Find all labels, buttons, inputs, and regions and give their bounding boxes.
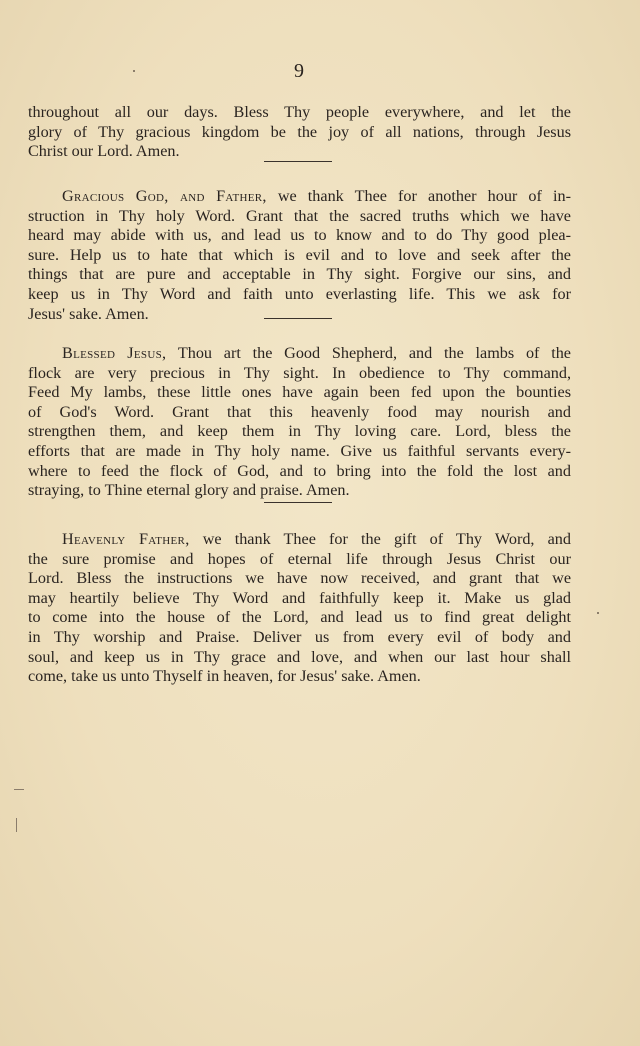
text-line [28, 344, 571, 364]
prayer-paragraph-1 [28, 103, 571, 162]
prayer-paragraph-3 [28, 344, 571, 501]
text-line: straying, to Thine eternal glory and praise. Amen. [28, 481, 350, 500]
text-line: Christ our Lord. Amen. [28, 142, 180, 161]
text-line: throughout all our days. Bless Thy people everywhere, and let the [28, 103, 571, 121]
text-line: of God's Word. Grant that this heavenly food may nourish and [28, 402, 571, 421]
text-line: may heartily believe Thy Word and faithfully keep it. Make us glad [28, 588, 571, 607]
text-line [28, 187, 571, 207]
text-line: things that are pure and acceptable in Thy sight. Forgive our sins, and [28, 265, 571, 284]
text-segment: we thank Thee for another hour of in- [266, 187, 571, 205]
margin-mark [14, 789, 24, 790]
text-line [28, 530, 571, 550]
text-line: in Thy worship and Praise. Deliver us from every evil of body and [28, 627, 571, 646]
text-line: strengthen them, and keep them in Thy loving care. Lord, bless the [28, 422, 571, 441]
scan-speck [597, 612, 599, 614]
margin-mark [16, 818, 17, 832]
text-line: sure. Help us to hate that which is evil and to love and seek after the [28, 245, 571, 264]
section-divider [264, 318, 332, 319]
text-line: Feed My lambs, these little ones have again been fed upon the bounties [28, 383, 571, 402]
text-line: Lord. Bless the instructions we have now received, and grant that we [28, 569, 571, 588]
text-line: the sure promise and hopes of eternal life through Jesus Christ our [28, 549, 571, 568]
text-line: struction in Thy holy Word. Grant that the sacred truths which we have [28, 206, 571, 225]
prayer-paragraph-2 [28, 187, 571, 324]
section-divider [264, 161, 332, 162]
prayer-lead-words: Blessed Jesus, [62, 344, 167, 362]
text-line: keep us in Thy Word and faith unto everlasting life. This we ask for [28, 284, 571, 303]
text-line: glory of Thy gracious kingdom be the joy of all nations, through Jesus [28, 122, 571, 141]
section-divider [264, 502, 332, 503]
text-line: to come into the house of the Lord, and lead us to find great delight [28, 608, 571, 627]
text-segment: we thank Thee for the gift of Thy Word, and [189, 530, 571, 548]
text-line: flock are very precious in Thy sight. In obedience to Thy command, [28, 363, 571, 382]
text-line: where to feed the flock of God, and to bring into the fold the lost and [28, 461, 571, 480]
page-number: 9 [294, 60, 304, 82]
text-line: come, take us unto Thyself in heaven, for Jesus' sake. Amen. [28, 667, 421, 686]
text-segment: Thou art the Good Shepherd, and the lambs of the [166, 344, 571, 362]
text-line: efforts that are made in Thy holy name. Give us faithful servants every- [28, 441, 571, 460]
prayer-paragraph-4 [28, 530, 571, 687]
scan-speck [133, 70, 135, 72]
text-line: heard may abide with us, and lead us to know and to do Thy good plea- [28, 226, 571, 245]
text-line: Jesus' sake. Amen. [28, 304, 149, 323]
prayer-lead-words: Heavenly Father, [62, 530, 190, 548]
text-line: soul, and keep us in Thy grace and love, and when our last hour shall [28, 647, 571, 666]
prayer-lead-words: Gracious God, and Father, [62, 187, 267, 205]
